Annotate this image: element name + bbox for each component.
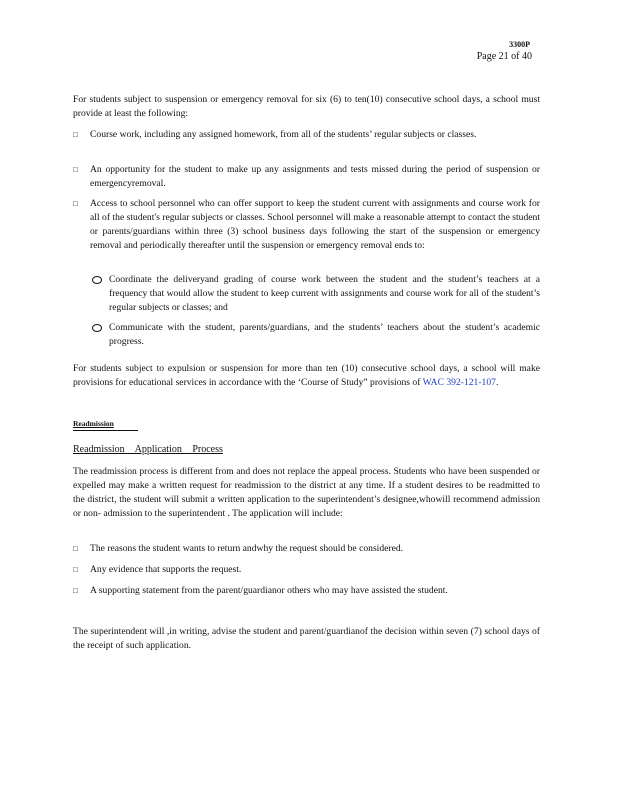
list-item (73, 128, 540, 142)
readmission-paragraph: The readmission process is different from and does not replace the appeal process. Students who have been suspended or expelled may make a written request for readmission to the district at any time. If a student desires to be readmitted to the district, the student will submit a written application to the superintendent’s designee,whowill recommend admission or non- admission to the superintendent . The application will include: (73, 466, 540, 519)
checkbox-bullet-icon: □ (73, 130, 78, 139)
list-item (73, 542, 540, 556)
wac-link[interactable]: WAC 392-121-107 (422, 377, 496, 388)
readmission-heading: Readmission (73, 419, 114, 428)
checkbox-bullet-icon: □ (73, 565, 78, 574)
sub-list-item-text: Coordinate the deliveryand grading of course work between the student and the student’s teachers at a frequency that would allow the student to keep current with assignments and course work for all of the student’s regular subjects or classes; and (109, 274, 540, 313)
decision-paragraph: The superintendent will ,in writing, advise the student and parent/guardianof the decision within seven (7) school days of the receipt of such application. (73, 626, 540, 651)
checkbox-bullet-icon: □ (73, 586, 78, 595)
list-item-text: The reasons the student wants to return andwhy the request should be considered. (90, 543, 404, 554)
circle-bullet-icon (92, 324, 102, 332)
checkbox-bullet-icon: □ (73, 199, 78, 208)
list-item-text: Any evidence that supports the request. (90, 564, 242, 575)
list-item-text: An opportunity for the student to make up any assignments and tests missed during the period of suspension or emergencyremoval. (90, 164, 540, 189)
page-number: Page 21 of 40 (476, 51, 532, 62)
expulsion-paragraph-text: For students subject to expulsion or suspension for more than ten (10) consecutive school days, a school will make provisions for educational services in accordance with the ‘Course of Study” provisions of (73, 363, 540, 388)
sub-list-item (92, 273, 540, 315)
sub-list-item (92, 321, 540, 349)
heading-rule (73, 430, 138, 431)
list-item (73, 563, 540, 577)
list-item (73, 197, 540, 253)
intro-paragraph: For students subject to suspension or emergency removal for six (6) to ten(10) consecutive school days, a school must provide at least the following: (73, 94, 540, 119)
list-item (73, 584, 540, 598)
checkbox-bullet-icon: □ (73, 544, 78, 553)
sub-list-item-text: Communicate with the student, parents/guardians, and the students’ teachers about the student’s academic progress. (109, 322, 540, 347)
list-item-text: Access to school personnel who can offer support to keep the student current with assignments and course work for all of the student's regular subjects or classes. School personnel will make a reasonable attempt to contact the student or parents/guardians within three (3) school business days following the start of the suspension or emergency removal and periodically thereafter until the suspension or emergency removal ends to: (90, 198, 540, 251)
list-item-text: A supporting statement from the parent/guardianor others who may have assisted the student. (90, 585, 448, 596)
list-item-text: Course work, including any assigned homework, from all of the students’ regular subjects or classes. (90, 129, 477, 140)
expulsion-paragraph (73, 362, 540, 390)
readmission-process-heading: Readmission Application Process (73, 444, 223, 455)
checkbox-bullet-icon: □ (73, 165, 78, 174)
expulsion-paragraph-end: . (495, 377, 499, 388)
policy-code: 3300P (509, 40, 530, 49)
list-item (73, 163, 540, 191)
circle-bullet-icon (92, 276, 102, 284)
